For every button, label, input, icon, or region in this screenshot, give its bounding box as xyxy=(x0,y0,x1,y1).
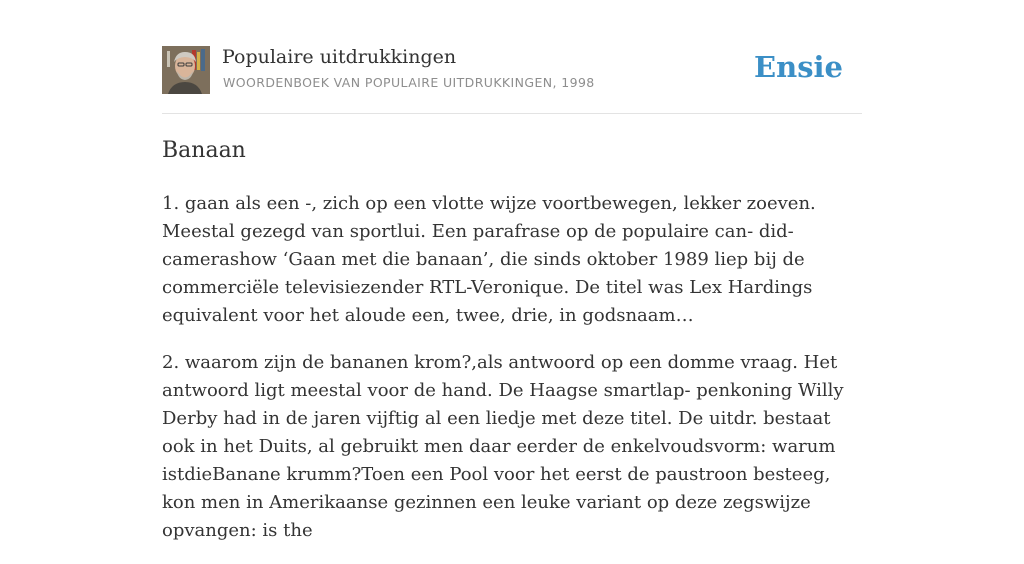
entry-paragraph: 1. gaan als een -, zich op een vlotte wijze voortbewegen, lekker zoeven. Meestal gezegd van sportlui. Een parafrase op de populaire can- did-camerashow ‘Gaan met die banaan’, die sinds oktober 1989 liep bij de commerciële televisiezender RTL-Veronique. De titel was Lex Hardings equivalent voor het aloude een, twee, drie, in godsnaam… xyxy=(162,193,816,326)
source-title[interactable]: Populaire uitdrukkingen xyxy=(222,46,457,68)
entry-header xyxy=(162,46,862,96)
author-portrait-icon xyxy=(162,46,210,94)
entry-paragraph: 2. waarom zijn de bananen krom?,als antwoord op een domme vraag. Het antwoord ligt meestal voor de hand. De Haagse smartlap- penkoning Willy Derby had in de jaren vijftig al een liedje met deze titel. De uitdr. bestaat ook in het Duits, al gebruikt men daar eerder de enkelvoudsvorm: warum istdieBanane krumm?Toen een Pool voor het eerst de paustroon besteeg, kon men in Amerikaanse gezinnen een leuke variant op deze zegswijze opvangen: is the xyxy=(162,352,844,541)
avatar[interactable] xyxy=(162,46,210,94)
entry-title: Banaan xyxy=(162,138,246,163)
divider xyxy=(162,113,862,114)
brand-logo[interactable]: Ensie xyxy=(754,50,843,84)
source-subtitle: WOORDENBOEK VAN POPULAIRE UITDRUKKINGEN, 1998 xyxy=(223,75,595,90)
entry-body xyxy=(162,190,862,564)
